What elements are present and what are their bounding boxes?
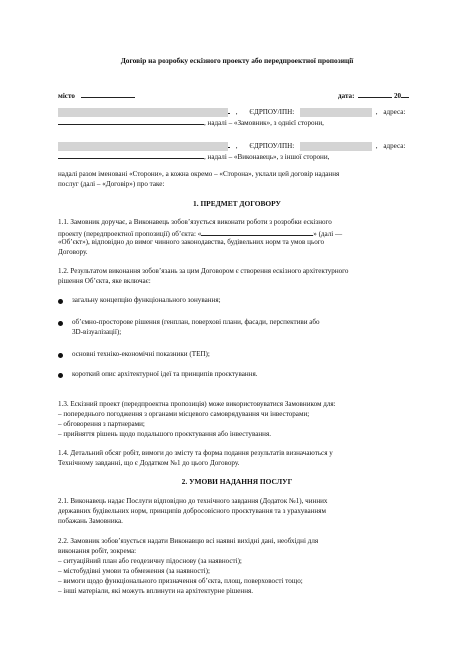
bullet-dot <box>58 373 63 378</box>
bullet-dot <box>58 353 63 358</box>
intro-line1: надалі разом іменовані «Сторони», а кожна окремо – «Сторона», уклали цей договір надання <box>58 170 340 178</box>
object-name-field[interactable] <box>201 228 313 236</box>
clause-2-1-line1: 2.1. Виконавець надає Послуги відповідно до технічного завдання (Додаток №1), чинних <box>58 497 328 505</box>
party2-edrpou-label: ЄДРПОУ/ІПН: <box>249 142 295 150</box>
clause-1-1-line1: 1.1. Замовник доручає, а Виконавець зобов’язується виконати роботи з розробки ескізного <box>58 218 332 226</box>
party2-row2 <box>58 151 329 162</box>
bullet-item-3: основні техніко-економічні показники (ТЕП); <box>72 350 210 358</box>
document-title: Договір на розробку ескізного проекту або передпроектної пропозиції <box>120 56 354 65</box>
bullet-item-2-line1: об’ємно-просторове рішення (генплан, поверхові плани, фасади, перспективи або <box>72 318 320 326</box>
section2-title: 2. УМОВИ НАДАННЯ ПОСЛУГ <box>181 477 293 486</box>
party1-address-label: адреса: <box>383 108 406 116</box>
clause-1-1-line3: «Об’єкт»), відповідно до вимог чинного законодавства, будівельних норм та умов цього <box>58 238 325 246</box>
party2-row1: , ЄДРПОУ/ІПН: , адреса: <box>58 140 405 151</box>
city-field[interactable] <box>81 90 135 98</box>
bullet-item-4: короткий опис архітектурної ідеї та принципів проєктування. <box>72 370 258 378</box>
clause-1-3-line2: – попереднього погодження з органами місцевого самоврядування чи інвесторами; <box>58 410 310 418</box>
city-line <box>58 90 135 101</box>
clause-1-4-line2: Технічному завданні, що є Додатком №1 до цього Договору. <box>58 459 240 467</box>
party1-row1: , ЄДРПОУ/ІПН: , адреса: <box>58 106 405 117</box>
party1-role: , надалі – «Замовник», з однієї сторони, <box>204 119 324 127</box>
party2-role: , надалі – «Виконавець», з іншої сторони, <box>204 153 330 161</box>
party2-address-label: адреса: <box>383 142 406 150</box>
bullet-item-1: загальну концепцію функціонального зонування; <box>72 296 221 304</box>
date-label: дата: <box>338 92 355 100</box>
date-line <box>338 90 409 101</box>
party1-name-field[interactable] <box>58 108 228 117</box>
section1-title: 1. ПРЕДМЕТ ДОГОВОРУ <box>193 199 281 208</box>
clause-1-1-line4: Договору. <box>58 248 88 256</box>
clause-1-3-line4: – прийняття рішень щодо подальшого проєктування або інвестування. <box>58 430 272 438</box>
party1-row2 <box>58 117 324 128</box>
clause-1-1-line2: проекту (передпроектної пропозиції) об’єкта: « » (далі — <box>58 230 343 238</box>
clause-1-2-line2: рішення Об’єкта, яке включає: <box>58 277 151 285</box>
clause-2-2-line4: – містобудівні умови та обмеження (за наявності); <box>58 567 210 575</box>
clause-1-2-line1: 1.2. Результатом виконання зобов’язань за цим Договором є створення ескізного архітектурного <box>58 267 349 275</box>
year-prefix: 20 <box>394 92 402 100</box>
bullet-item-2-line2: 3D-візуалізації); <box>72 328 122 336</box>
clause-2-2-line6: – інші матеріали, які можуть вплинути на архітектурне рішення. <box>58 587 254 595</box>
year-field[interactable] <box>401 90 409 98</box>
clause-2-2-line5: – вимоги щодо функціонального призначення об’єкта, площ, поверховості тощо; <box>58 577 303 585</box>
party2-edrpou-field[interactable] <box>300 142 372 151</box>
bullet-dot <box>58 321 63 326</box>
party2-address-field[interactable] <box>58 151 204 159</box>
clause-1-4-line1: 1.4. Детальний обсяг робіт, вимоги до змісту та форма подання результатів визначаються у <box>58 449 333 457</box>
clause-2-1-line3: побажань Замовника. <box>58 517 123 525</box>
date-field[interactable] <box>358 90 392 98</box>
clause-2-1-line2: державних будівельних норм, принципів добросовісного проєктування та з урахуванням <box>58 507 326 515</box>
clause-2-2-line2: виконання робіт, зокрема: <box>58 547 137 555</box>
clause-1-3-line1: 1.3. Ескізний проект (передпроектна пропозиція) може використовуватися Замовником для: <box>58 400 336 408</box>
party1-address-field[interactable] <box>58 117 204 125</box>
party1-edrpou-label: ЄДРПОУ/ІПН: <box>249 108 295 116</box>
party2-name-field[interactable] <box>58 142 228 151</box>
party1-edrpou-field[interactable] <box>300 108 372 117</box>
clause-1-3-line3: – обговорення з партнерами; <box>58 420 145 428</box>
clause-2-2-line1: 2.2. Замовник зобов’язується надати Виконавцю всі наявні вихідні дані, необхідні для <box>58 537 319 545</box>
clause-2-2-line3: – ситуаційний план або геодезичну підоснову (за наявності); <box>58 557 242 565</box>
city-label: місто <box>58 92 75 100</box>
intro-line2: послуг (далі – «Договір») про таке: <box>58 180 165 188</box>
bullet-dot <box>58 299 63 304</box>
